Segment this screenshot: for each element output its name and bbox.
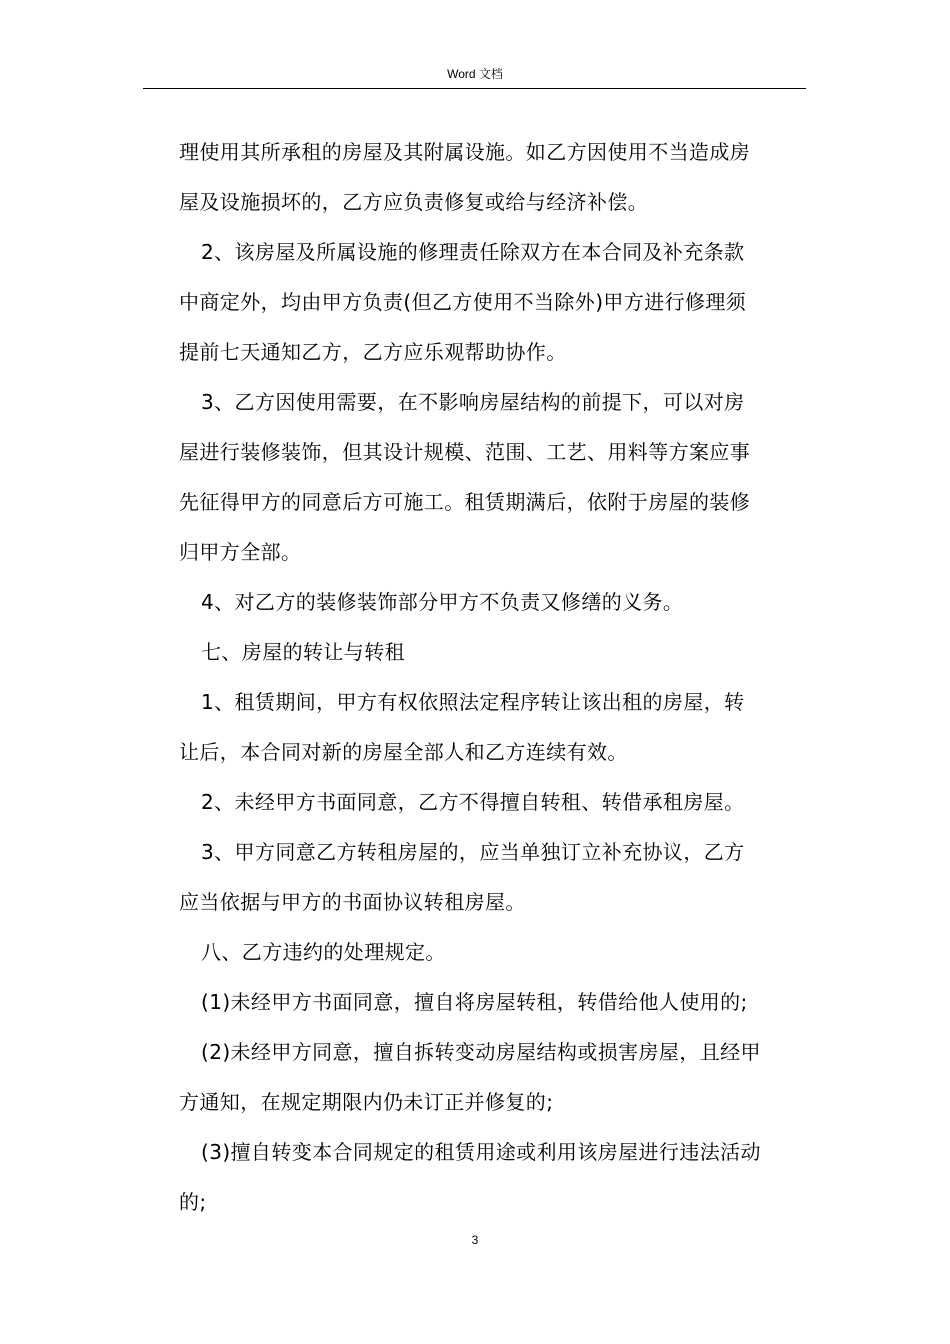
paragraph-repair-continued [179, 127, 805, 227]
text-line: 3、甲方同意乙方转租房屋的，应当单独订立补充协议，乙方 [201, 840, 745, 864]
paragraph-clause-3-decoration [179, 377, 805, 577]
text-line: 应当依据与甲方的书面协议转租房屋。 [179, 890, 526, 914]
text-line: 归甲方全部。 [179, 540, 302, 564]
paragraph-breach-item-3 [179, 1127, 805, 1227]
text-line: 2、该房屋及所属设施的修理责任除双方在本合同及补充条款 [201, 240, 745, 264]
text-line: 4、对乙方的装修装饰部分甲方不负责又修缮的义务。 [201, 590, 684, 614]
text-line: (3)擅自转变本合同规定的租赁用途或利用该房屋进行违法活动 [201, 1140, 761, 1164]
page-header: Word 文档 [447, 67, 503, 81]
section-heading: 八、乙方违约的处理规定。 [201, 940, 446, 964]
text-line: 屋及设施损坏的，乙方应负责修复或给与经济补偿。 [179, 190, 649, 214]
text-line: 1、租赁期间，甲方有权依照法定程序转让该出租的房屋，转 [201, 690, 745, 714]
header-divider [143, 88, 806, 89]
text-line: 方通知，在规定期限内仍未订正并修复的; [179, 1090, 554, 1114]
section-heading: 七、房屋的转让与转租 [201, 640, 405, 664]
paragraph-transfer-clause-3 [179, 827, 805, 927]
text-line: (2)未经甲方同意，擅自拆转变动房屋结构或损害房屋，且经甲 [201, 1040, 761, 1064]
paragraph-breach-item-1 [179, 977, 805, 1027]
text-line: 屋进行装修装饰，但其设计规模、范围、工艺、用料等方案应事 [179, 440, 751, 464]
text-line: 让后，本合同对新的房屋全部人和乙方连续有效。 [179, 740, 628, 764]
paragraph-transfer-clause-2 [179, 777, 805, 827]
text-line: 中商定外，均由甲方负责(但乙方使用不当除外)甲方进行修理须 [179, 290, 747, 314]
text-line: 的; [179, 1190, 207, 1214]
paragraph-breach-item-2 [179, 1027, 805, 1127]
text-line: 提前七天通知乙方，乙方应乐观帮助协作。 [179, 340, 567, 364]
paragraph-clause-2-repair [179, 227, 805, 377]
text-line: (1)未经甲方书面同意，擅自将房屋转租，转借给他人使用的; [201, 990, 748, 1014]
text-line: 理使用其所承租的房屋及其附属设施。如乙方因使用不当造成房 [179, 140, 751, 164]
paragraph-clause-4-maintenance [179, 577, 805, 627]
section-heading-eight [179, 927, 805, 977]
section-heading-seven [179, 627, 805, 677]
document-body [179, 127, 805, 1227]
paragraph-transfer-clause-1 [179, 677, 805, 777]
text-line: 2、未经甲方书面同意，乙方不得擅自转租、转借承租房屋。 [201, 790, 745, 814]
text-line: 3、乙方因使用需要，在不影响房屋结构的前提下，可以对房 [201, 390, 745, 414]
page-number: 3 [471, 1233, 479, 1247]
text-line: 先征得甲方的同意后方可施工。租赁期满后，依附于房屋的装修 [179, 490, 751, 514]
